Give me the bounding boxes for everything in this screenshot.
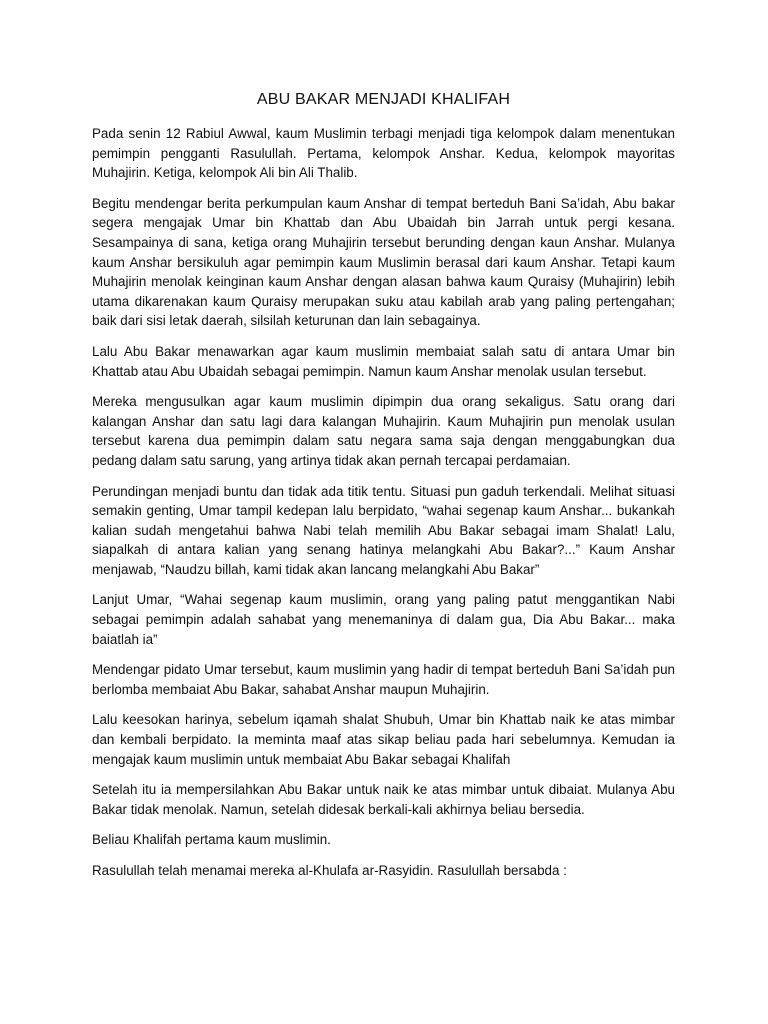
- paragraph-11: Rasulullah telah menamai mereka al-Khulafa ar-Rasyidin. Rasulullah bersabda :: [92, 863, 567, 878]
- document-title: ABU BAKAR MENJADI KHALIFAH: [256, 91, 511, 108]
- paragraph-5: Perundingan menjadi buntu dan tidak ada titik tentu. Situasi pun gaduh terkendali. Melihat situasi semakin genting, Umar tampil kedepan lalu berpidato, “wahai segenap kaum Anshar... bukankah kalian sudah mengetahui bahwa Nabi telah memilih Abu Bakar sebagai imam Shalat! Lalu, siapalkah di antara kalian yang senang hatinya melangkahi Abu Bakar?...” Kaum Anshar menjawab, “Naudzu billah, kami tidak akan lancang melangkahi Abu Bakar”: [92, 483, 675, 577]
- paragraph-3: Lalu Abu Bakar menawarkan agar kaum muslimin membaiat salah satu di antara Umar bin Khattab atau Abu Ubaidah sebagai pemimpin. Namun kaum Anshar menolak usulan tersebut.: [92, 343, 675, 379]
- paragraph-6: Lanjut Umar, “Wahai segenap kaum muslimin, orang yang paling patut menggantikan Nabi sebagai pemimpin adalah sahabat yang menemaninya di dalam gua, Dia Abu Bakar... maka baiatlah ia”: [92, 592, 675, 647]
- paragraph-7: Mendengar pidato Umar tersebut, kaum muslimin yang hadir di tempat berteduh Bani Sa’idah pun berlomba membaiat Abu Bakar, sahabat Anshar maupun Muhajirin.: [92, 662, 675, 697]
- paragraph-2: Begitu mendengar berita perkumpulan kaum Anshar di tempat berteduh Bani Sa’idah, Abu bakar segera mengajak Umar bin Khattab dan Abu Ubaidah bin Jarrah untuk pergi kesana. Sesampainya di sana, ketiga orang Muhajirin tersebut berunding dengan kaun Anshar. Mulanya kaum Anshar bersikuluh agar pemimpin kaum Muslimin berasal dari kaum Anshar. Tetapi kaum Muhajirin menolak keinginan kaum Anshar dengan alasan bahwa kaum Quraisy (Muhajirin) lebih utama dikarenakan kaum Quraisy merupakan suku atau kabilah arab yang paling pertengahan; baik dari sisi letak daerah, silsilah keturunan dan lain sebagainya.: [92, 195, 675, 329]
- paragraph-10: Beliau Khalifah pertama kaum muslimin.: [92, 832, 331, 848]
- paragraph-9: Setelah itu ia mempersilahkan Abu Bakar untuk naik ke atas mimbar untuk dibaiat. Mulanya Abu Bakar tidak menolak. Namun, setelah didesak berkali-kali akhirnya beliau bersedia.: [92, 782, 675, 817]
- paragraph-4: Mereka mengusulkan agar kaum muslimin dipimpin dua orang sekaligus. Satu orang dari kalangan Anshar dan satu lagi dara kalangan Muhajirin. Kaum Muhajirin pun menolak usulan tersebut karena dua pemimpin dalam satu negara sama saja dengan menggabungkan dua pedang dalam satu sarung, yang artinya tidak akan pernah tercapai perdamaian.: [92, 394, 675, 468]
- paragraph-1: Pada senin 12 Rabiul Awwal, kaum Muslimin terbagi menjadi tiga kelompok dalam menentukan pemimpin pengganti Rasulullah. Pertama, kelompok Anshar. Kedua, kelompok mayoritas Muhajirin. Ketiga, kelompok Ali bin Ali Thalib.: [92, 126, 675, 181]
- document-page: [92, 88, 675, 892]
- paragraph-8: Lalu keesokan harinya, sebelum iqamah shalat Shubuh, Umar bin Khattab naik ke atas mimbar dan kembali berpidato. Ia meminta maaf atas sikap beliau pada hari sebelumnya. Kemudan ia mengajak kaum muslimin untuk membaiat Abu Bakar sebagai Khalifah: [92, 712, 675, 767]
